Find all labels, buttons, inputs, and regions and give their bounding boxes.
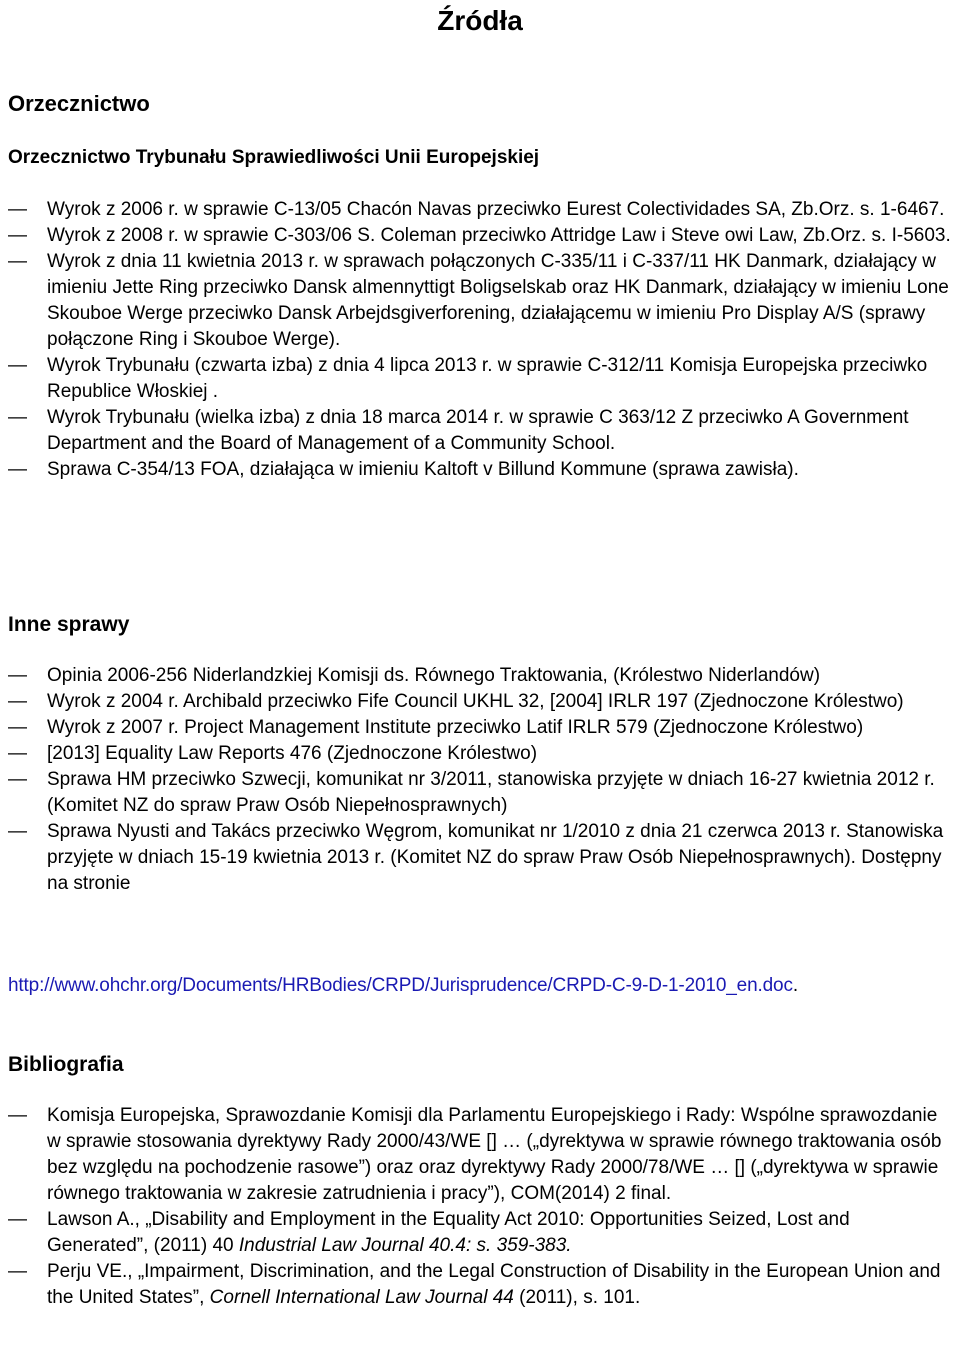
list-item-text: Sprawa HM przeciwko Szwecji, komunikat nr 3/2011, stanowiska przyjęte w dniach 16-27 kwietnia 2012 r. (Komitet NZ do spraw Praw Osób Niepełnosprawnych) (47, 769, 935, 816)
dash-bullet-icon: — (8, 225, 27, 246)
list-item-text: Sprawa Nyusti and Takács przeciwko Węgrom, komunikat nr 1/2010 z dnia 21 czerwca 2013 r. Stanowiska przyjęte w dniach 15-19 kwietnia 2013 r. (Komitet NZ do spraw Praw Osób Niepełnosprawnych). Dostępny na stronie (47, 821, 944, 894)
list-item-text: Perju VE., „Impairment, Discrimination, and the Legal Construction of Disability in the European Union and the United States”, (47, 1261, 941, 1308)
list-item-text: Wyrok z 2004 r. Archibald przeciwko Fife Council UKHL 32, [2004] IRLR 197 (Zjednoczone Królestwo) (47, 691, 904, 712)
inne-sprawy-list (0, 663, 960, 897)
list-item (0, 767, 960, 819)
dash-bullet-icon: — (8, 743, 27, 764)
dash-bullet-icon: — (8, 1261, 27, 1282)
list-item (0, 405, 960, 457)
list-item-text: Wyrok z dnia 11 kwietnia 2013 r. w sprawach połączonych C-335/11 i C-337/11 HK Danmark, działający w imieniu Jette Ring przeciwko Dansk almennyttigt Boligselskab oraz HK Danmark, działający w imieniu Lone Skouboe Werge przeciwko Dansk Arbejdsgiverforening, działającemu w imieniu Pro Display A/S (sprawy połączone Ring i Skouboe Werge). (47, 251, 949, 350)
orzecznictwo-list (0, 197, 960, 483)
dash-bullet-icon: — (8, 717, 27, 738)
list-item-text: Wyrok z 2007 r. Project Management Institute przeciwko Latif IRLR 579 (Zjednoczone Królestwo) (47, 717, 864, 738)
list-item-text: Lawson A., „Disability and Employment in the Equality Act 2010: Opportunities Seized, Lost and Generated”, (2011) 40 (47, 1209, 850, 1256)
ohchr-document-link[interactable]: http://www.ohchr.org/Documents/HRBodies/CRPD/Jurisprudence/CRPD-C-9-D-1-2010_en.doc (8, 975, 793, 996)
list-item (0, 353, 960, 405)
list-item (0, 663, 960, 689)
list-item-text: Wyrok z 2006 r. w sprawie C-13/05 Chacón Navas przeciwko Eurest Colectividades SA, Zb.Orz. s. 1-6467. (47, 199, 945, 220)
dash-bullet-icon: — (8, 769, 27, 790)
list-item (0, 223, 960, 249)
list-item-text: Opinia 2006-256 Niderlandzkiej Komisji ds. Równego Traktowania, (Królestwo Niderlandów) (47, 665, 821, 686)
list-item (0, 249, 960, 353)
link-suffix: . (792, 975, 798, 996)
dash-bullet-icon: — (8, 691, 27, 712)
dash-bullet-icon: — (8, 355, 27, 376)
list-item-text: Komisja Europejska, Sprawozdanie Komisji dla Parlamentu Europejskiego i Rady: Wspólne sprawozdanie w sprawie stosowania dyrektywy Rady 2000/43/WE [] … („dyrektywa w sprawie równego traktowania osób bez względu na pochodzenie rasowe”) oraz oraz dyrektywy Rady 2000/78/WE … [] („dyrektywa w sprawie równego traktowania w zakresie zatrudnienia i pracy”), COM(2014) 2 final. (47, 1105, 942, 1204)
list-item (0, 819, 960, 897)
dash-bullet-icon: — (8, 459, 27, 480)
list-item-text: Wyrok Trybunału (czwarta izba) z dnia 4 lipca 2013 r. w sprawie C-312/11 Komisja Europejska przeciwko Republice Włoskiej . (47, 355, 928, 402)
page-title: Źródła (437, 5, 523, 36)
list-item-text: Wyrok Trybunału (wielka izba) z dnia 18 marca 2014 r. w sprawie C 363/12 Z przeciwko A Government Department and the Board of Management of a Community School. (47, 407, 909, 454)
list-item (0, 1207, 960, 1259)
list-item (0, 689, 960, 715)
list-item (0, 197, 960, 223)
dash-bullet-icon: — (8, 1209, 27, 1230)
section-heading-orzecznictwo: Orzecznictwo (8, 91, 150, 116)
dash-bullet-icon: — (8, 407, 27, 428)
document-link-line (8, 973, 798, 999)
journal-title: Industrial Law Journal 40.4: s. 359-383. (238, 1235, 572, 1256)
dash-bullet-icon: — (8, 199, 27, 220)
list-item-text: Sprawa C-354/13 FOA, działająca w imieniu Kaltoft v Billund Kommune (sprawa zawisła). (47, 459, 799, 480)
dash-bullet-icon: — (8, 665, 27, 686)
list-item-text: [2013] Equality Law Reports 476 (Zjednoczone Królestwo) (47, 743, 538, 764)
list-item (0, 457, 960, 483)
dash-bullet-icon: — (8, 821, 27, 842)
subheading-tsue: Orzecznictwo Trybunału Sprawiedliwości Unii Europejskiej (8, 147, 540, 168)
section-heading-bibliografia: Bibliografia (8, 1053, 124, 1076)
dash-bullet-icon: — (8, 1105, 27, 1126)
journal-title: Cornell International Law Journal 44 (209, 1287, 514, 1308)
section-heading-inne-sprawy: Inne sprawy (8, 613, 130, 636)
list-item-text-tail: (2011), s. 101. (513, 1287, 641, 1308)
list-item (0, 1259, 960, 1311)
list-item (0, 741, 960, 767)
list-item (0, 715, 960, 741)
list-item (0, 1103, 960, 1207)
bibliografia-list (0, 1103, 960, 1311)
list-item-text: Wyrok z 2008 r. w sprawie C-303/06 S. Coleman przeciwko Attridge Law i Steve owi Law, Zb.Orz. s. I-5603. (47, 225, 951, 246)
dash-bullet-icon: — (8, 251, 27, 272)
